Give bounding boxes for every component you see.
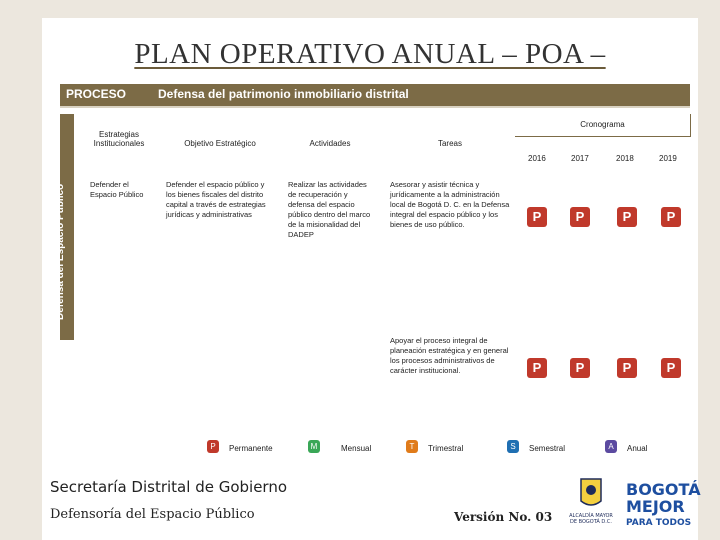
footer-dept: Defensoría del Espacio Público (50, 507, 255, 522)
mark-t1-2017: P (570, 207, 590, 227)
mark-t1-2019: P (661, 207, 681, 227)
header-objetivo: Objetivo Estratégico (184, 139, 256, 148)
mark-t2-2017: P (570, 358, 590, 378)
left-frame (0, 0, 42, 540)
mark-t2-2016: P (527, 358, 547, 378)
bogota-seal-logo (567, 475, 615, 527)
year-2019: 2019 (659, 154, 677, 163)
mark-t2-2019: P (661, 358, 681, 378)
logo-mejor-text: MEJOR (626, 497, 685, 516)
legend-mensual-label: Mensual (341, 444, 372, 453)
estrategia-cell: Defender el Espacio Público (90, 180, 144, 199)
tarea-2-cell: Apoyar el proceso integral de planeación estratégica y en general los procesos administrativos de carácter institucional. (390, 336, 509, 375)
process-bar (60, 84, 690, 108)
tarea-1-cell: Asesorar y asistir técnica y jurídicamente a la administración local de Bogotá D. C. en la Defensa integral del espacio público y los bienes de uso público. (390, 180, 510, 229)
actividad-cell: Realizar las actividades de recuperación y defensa del espacio público dentro del marco de la misionalidad del DADEP (288, 180, 371, 239)
cronograma-label: Cronograma (580, 120, 625, 129)
svg-text:DE BOGOTÁ D.C.: DE BOGOTÁ D.C. (570, 519, 612, 525)
year-2018: 2018 (616, 154, 634, 163)
legend-anual-icon: A (605, 440, 617, 453)
logo-bogota-text: BOGOTÁ (626, 480, 701, 499)
legend-mensual-icon: M (308, 440, 320, 453)
legend-anual-label: Anual (627, 444, 648, 453)
legend-semestral-icon: S (507, 440, 519, 453)
cronograma-header (515, 114, 691, 137)
header-actividades: Actividades (309, 139, 351, 148)
bogota-mejor-logo (622, 475, 702, 530)
header-tareas: Tareas (437, 139, 462, 148)
process-label: PROCESO (66, 87, 127, 101)
process-value: Defensa del patrimonio inmobiliario distrital (158, 87, 409, 101)
legend-permanente-label: Permanente (229, 444, 273, 453)
right-frame (698, 0, 720, 540)
legend-semestral-label: Semestral (529, 444, 566, 453)
footer-org: Secretaría Distrital de Gobierno (50, 478, 288, 496)
objetivo-cell: Defender el espacio público y los bienes fiscales del distrito capital a través de estrategias jurídicas y administrativas (166, 180, 266, 219)
version-label: Versión No. 03 (454, 510, 553, 524)
svg-text:ALCALDÍA MAYOR: ALCALDÍA MAYOR (569, 513, 613, 519)
header-estrategias: Estrategias Institucionales (93, 130, 145, 148)
mark-t1-2018: P (617, 207, 637, 227)
year-2017: 2017 (571, 154, 589, 163)
side-label: Defensa del Espacio Público (55, 183, 66, 320)
top-frame (0, 0, 720, 18)
legend-trimestral-label: Trimestral (428, 444, 464, 453)
logo-paratodos-text: PARA TODOS (626, 518, 692, 528)
year-2016: 2016 (528, 154, 546, 163)
page-title: PLAN OPERATIVO ANUAL – POA – (134, 38, 606, 70)
legend-trimestral-icon: T (406, 440, 418, 453)
mark-t2-2018: P (617, 358, 637, 378)
mark-t1-2016: P (527, 207, 547, 227)
legend-permanente-icon: P (207, 440, 219, 453)
